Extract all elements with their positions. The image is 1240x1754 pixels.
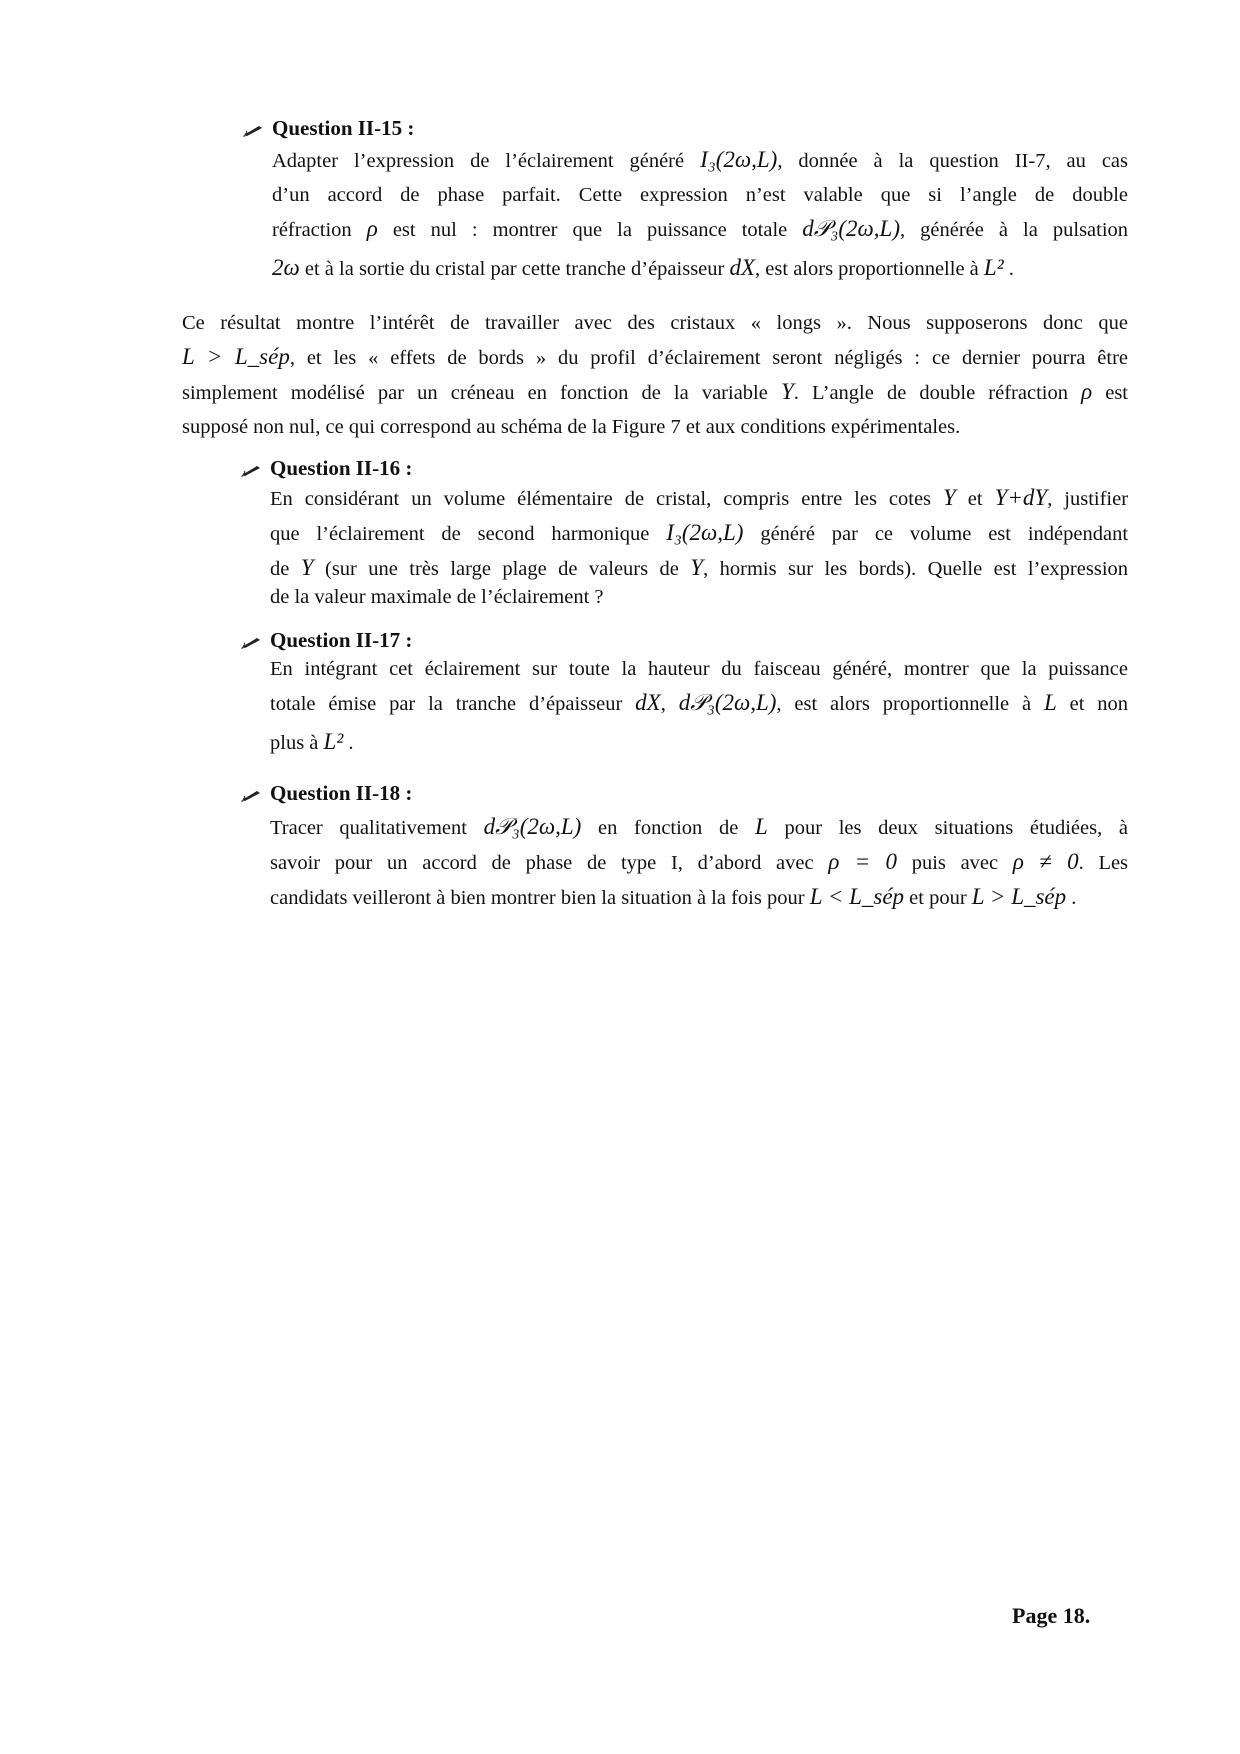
- math-expression: Y+dY: [994, 485, 1048, 510]
- text-line: plus à L² .: [270, 729, 354, 754]
- text-line: Tracer qualitativement d𝒫₃(2ω,L) en fonction de L pour les deux situations étudiées, à: [270, 814, 1128, 839]
- question-title-text: Question II-18 :: [270, 781, 413, 805]
- text-line: candidats veilleront à bien montrer bien la situation à la fois pour L < L_sép et pour L > L_sép .: [270, 884, 1077, 909]
- math-expression: L: [1043, 690, 1057, 715]
- text-line: Adapter l’expression de l’éclairement généré I₃(2ω,L), donnée à la question II-7, au cas: [272, 147, 1128, 172]
- pen-icon: [242, 123, 264, 137]
- math-expression: L < L_sép: [809, 884, 905, 909]
- math-expression: Y: [300, 555, 314, 580]
- text-line: En considérant un volume élémentaire de cristal, compris entre les cotes Y et Y+dY, justifier: [270, 485, 1129, 510]
- math-expression: L²: [983, 255, 1004, 280]
- question-title-text: Question II-15 :: [272, 116, 415, 140]
- math-expression: dX: [635, 690, 661, 715]
- pen-icon: [240, 788, 262, 802]
- pen-icon: [240, 463, 262, 477]
- text-line: Ce résultat montre l’intérêt de travailler avec des cristaux « longs ». Nous supposerons donc que: [182, 312, 1128, 334]
- question-ii-16-title: [240, 456, 412, 481]
- math-expression: L > L_sép: [182, 344, 290, 369]
- math-expression: I₃(2ω,L): [666, 520, 744, 545]
- math-expression: dX: [729, 255, 756, 280]
- text-line: 2ω et à la sortie du cristal par cette tranche d’épaisseur dX, est alors proportionnelle à L² .: [272, 255, 1014, 280]
- math-expression: d𝒫₃(2ω,L): [678, 690, 777, 715]
- text-line: que l’éclairement de second harmonique I₃(2ω,L) généré par ce volume est indépendant: [270, 520, 1129, 545]
- question-ii-15-title: [242, 116, 414, 141]
- math-expression: 2ω: [272, 255, 300, 280]
- math-expression: L: [755, 814, 768, 839]
- math-expression: d𝒫₃(2ω,L): [802, 216, 900, 241]
- question-ii-17-title: [240, 628, 412, 653]
- text-line: supposé non nul, ce qui correspond au schéma de la Figure 7 et aux conditions expérimentales.: [182, 416, 961, 438]
- text-line: totale émise par la tranche d’épaisseur dX, d𝒫₃(2ω,L), est alors proportionnelle à L et non: [270, 690, 1129, 715]
- text-line: L > L_sép, et les « effets de bords » du profil d’éclairement seront négligés : ce dernier pourra être: [182, 344, 1128, 369]
- text-line: de Y (sur une très large plage de valeurs de Y, hormis sur les bords). Quelle est l’expression: [270, 555, 1129, 580]
- question-title-text: Question II-17 :: [270, 628, 413, 652]
- math-expression: d𝒫₃(2ω,L): [483, 814, 582, 839]
- math-expression: ρ: [1081, 379, 1093, 404]
- text-line: En intégrant cet éclairement sur toute la hauteur du faisceau généré, montrer que la puissance: [270, 658, 1128, 680]
- question-ii-18-body: [270, 810, 1128, 915]
- text-line: d’un accord de phase parfait. Cette expression n’est valable que si l’angle de double: [272, 184, 1128, 206]
- text-line: savoir pour un accord de phase de type I, d’abord avec ρ = 0 puis avec ρ ≠ 0. Les: [270, 849, 1129, 874]
- math-expression: Y: [690, 555, 704, 580]
- text-line: de la valeur maximale de l’éclairement ?: [270, 586, 604, 608]
- math-expression: L > L_sép: [971, 884, 1067, 909]
- question-ii-16-body: [270, 481, 1128, 614]
- math-expression: ρ = 0: [828, 849, 897, 874]
- pen-icon: [240, 635, 262, 649]
- math-expression: I₃(2ω,L): [700, 147, 778, 172]
- question-ii-15-body: [272, 143, 1128, 286]
- text-line: réfraction ρ est nul : montrer que la puissance totale d𝒫₃(2ω,L), générée à la pulsation: [272, 216, 1129, 241]
- math-expression: ρ: [366, 216, 378, 241]
- math-expression: L²: [323, 729, 344, 754]
- text-line: simplement modélisé par un créneau en fonction de la variable Y. L’angle de double réfraction ρ est: [182, 379, 1129, 404]
- page-number: Page 18.: [1012, 1603, 1091, 1628]
- math-expression: ρ ≠ 0: [1012, 849, 1079, 874]
- intro-paragraph: [182, 306, 1128, 444]
- question-ii-17-body: [270, 652, 1128, 760]
- math-expression: Y: [943, 485, 956, 510]
- question-title-text: Question II-16 :: [270, 456, 413, 480]
- math-expression: Y: [780, 379, 794, 404]
- question-ii-18-title: [240, 781, 412, 806]
